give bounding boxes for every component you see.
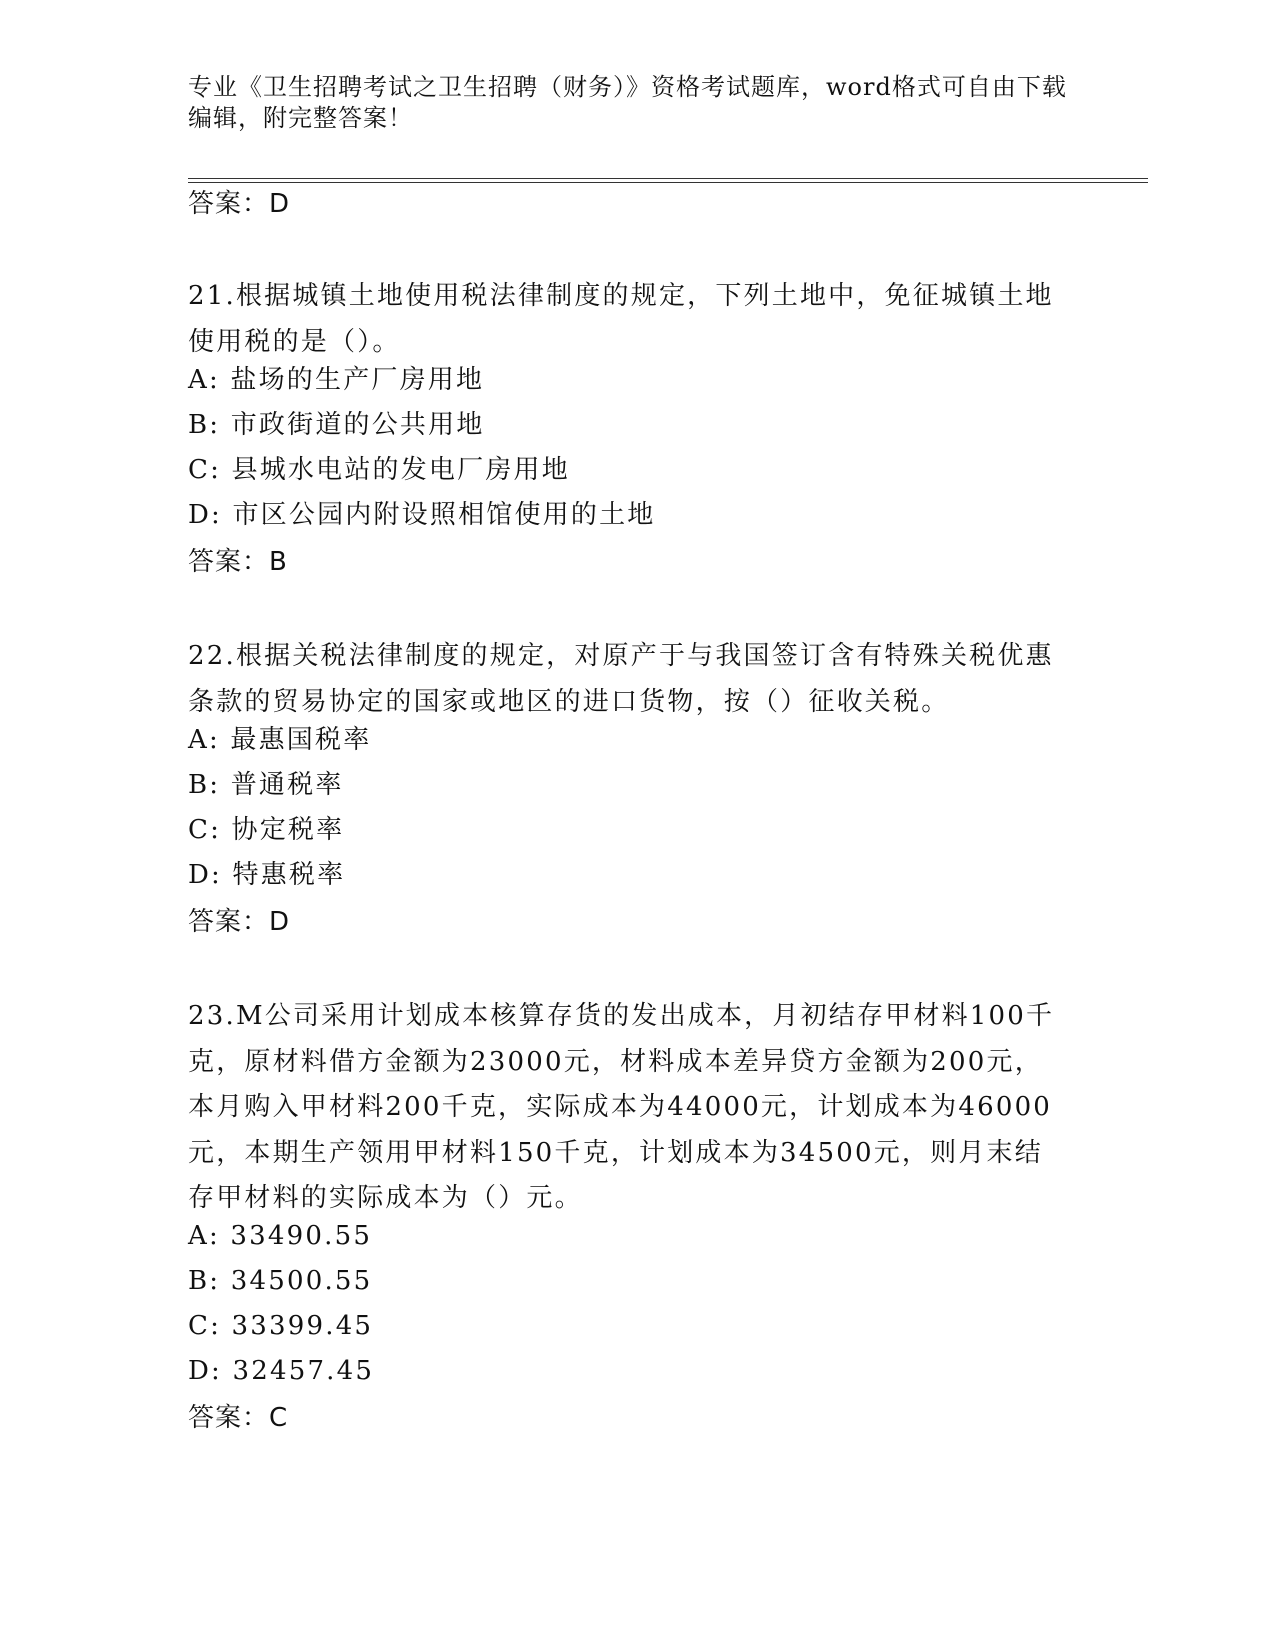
question-23-stem-line-1: 23.M公司采用计划成本核算存货的发出成本，月初结存甲材料100千 [188, 1001, 1055, 1031]
question-22-option-b: B: 普通税率 [188, 770, 344, 800]
question-22-stem-line-1: 22.根据关税法律制度的规定，对原产于与我国签订含有特殊关税优惠 [188, 641, 1054, 671]
question-23-option-c: C: 33399.45 [188, 1311, 374, 1341]
header-note-line-1: 专业《卫生招聘考试之卫生招聘（财务）》资格考试题库，word格式可自由下载 [188, 73, 1067, 101]
question-21-stem [188, 274, 1088, 365]
question-21-stem-line-2: 使用税的是（）。 [188, 326, 401, 357]
question-23-answer: 答案：C [188, 1403, 289, 1433]
question-23-option-a: A: 33490.55 [188, 1221, 373, 1251]
question-23-option-d: D: 32457.45 [188, 1356, 375, 1386]
header-divider-top [188, 178, 1148, 179]
question-22-option-a: A: 最惠国税率 [188, 725, 372, 755]
question-23-stem [188, 994, 1088, 1222]
question-22-stem-line-2: 条款的贸易协定的国家或地区的进口货物，按（）征收关税。 [188, 686, 950, 717]
question-23-stem-line-2: 克，原材料借方金额为23000元，材料成本差异贷方金额为200元， [188, 1046, 1043, 1077]
question-23-stem-line-3: 本月购入甲材料200千克，实际成本为44000元，计划成本为46000 [188, 1092, 1053, 1122]
question-23-stem-line-5: 存甲材料的实际成本为（）元。 [188, 1183, 583, 1213]
header-note [188, 72, 1088, 134]
question-21-option-b: B: 市政街道的公共用地 [188, 410, 485, 440]
question-21-option-c: C: 县城水电站的发电厂房用地 [188, 455, 570, 485]
question-22-answer: 答案：D [188, 907, 291, 937]
question-21-option-a: A: 盐场的生产厂房用地 [188, 365, 485, 395]
question-22-stem [188, 634, 1088, 725]
question-21-answer: 答案：B [188, 547, 288, 577]
question-23-option-b: B: 34500.55 [188, 1266, 373, 1296]
question-22-option-c: C: 协定税率 [188, 815, 345, 845]
header-note-line-2: 编辑，附完整答案！ [188, 104, 413, 132]
question-23-stem-line-4: 元，本期生产领用甲材料150千克，计划成本为34500元，则月末结 [188, 1137, 1043, 1168]
header-divider-bottom [188, 182, 1148, 183]
question-21-option-d: D: 市区公园内附设照相馆使用的土地 [188, 500, 656, 530]
previous-answer: 答案：D [188, 189, 291, 219]
question-21-stem-line-1: 21.根据城镇土地使用税法律制度的规定，下列土地中，免征城镇土地 [188, 281, 1054, 311]
question-22-option-d: D: 特惠税率 [188, 860, 346, 890]
